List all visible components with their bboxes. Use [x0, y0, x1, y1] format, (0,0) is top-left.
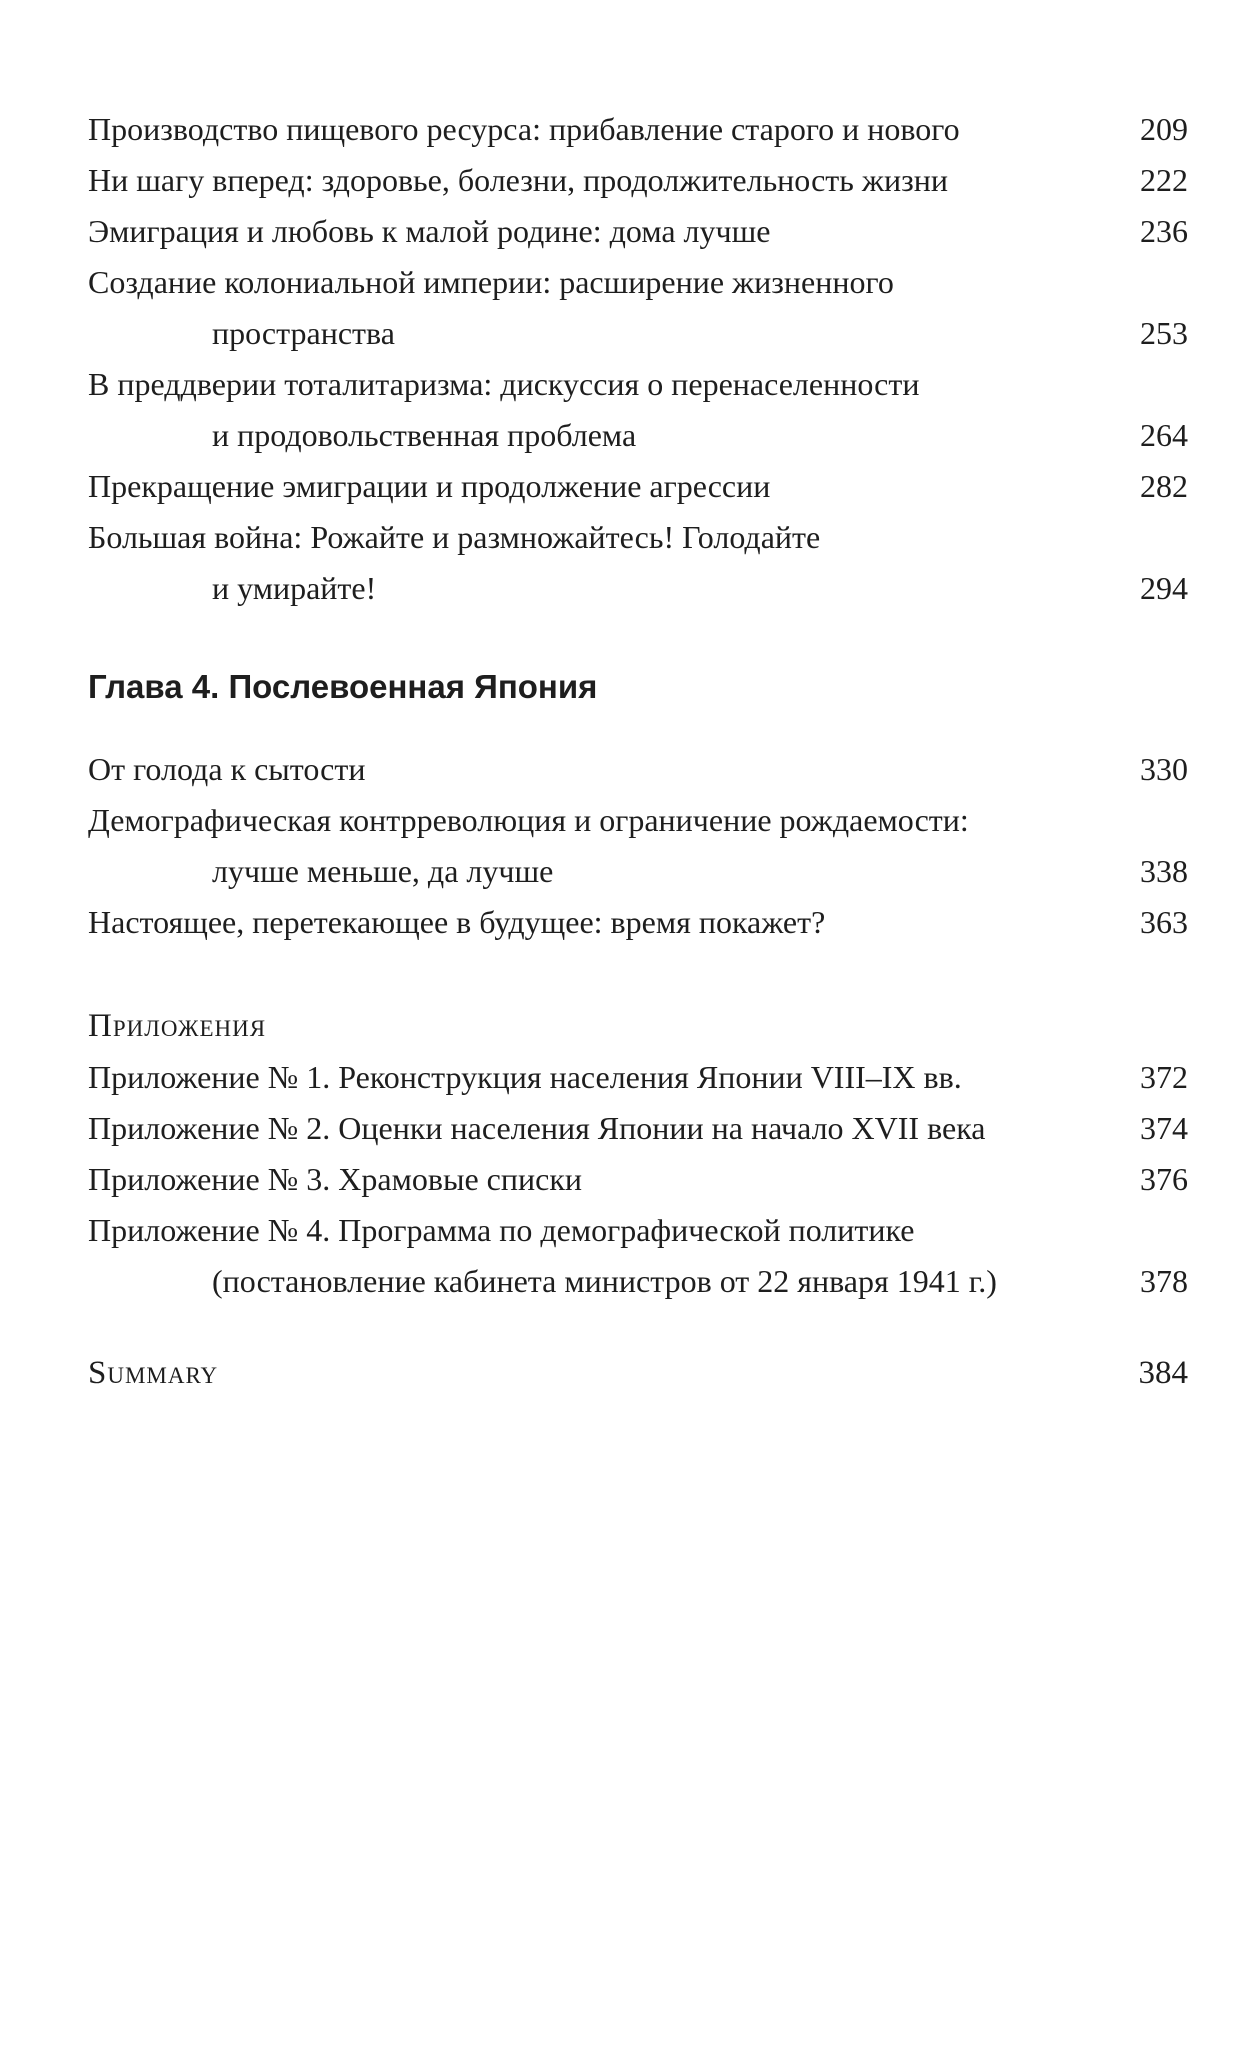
chapter-heading: Глава 4. Послевоенная Япония — [88, 668, 598, 705]
toc-entry-title-line: пространства — [212, 315, 395, 351]
toc-entry-page-number: 374 — [1140, 1110, 1188, 1146]
toc-entry-title-line: Приложение № 3. Храмовые списки — [88, 1161, 582, 1197]
toc-entry-page-number: 378 — [1140, 1263, 1188, 1299]
summary-entry — [88, 1347, 1188, 1399]
toc-entry-title-line: Демографическая контрреволюция и ограничение рождаемости: — [88, 802, 969, 838]
toc-entry — [88, 897, 1188, 948]
toc-section-appendices — [88, 1052, 1188, 1307]
toc-entry — [88, 795, 1188, 897]
toc-entry-title-line: лучше меньше, да лучше — [212, 853, 554, 889]
toc-entry-page-number: 330 — [1140, 751, 1188, 787]
toc-entry-title-line: (постановление кабинета министров от 22 января 1941 г.) — [212, 1263, 997, 1299]
toc-entry-title — [88, 1154, 1128, 1205]
toc-entry-title — [88, 1205, 1128, 1307]
toc-entry — [88, 104, 1188, 155]
toc-entry-title-line: Приложение № 2. Оценки населения Японии на начало XVII века — [88, 1110, 986, 1146]
toc-entry-title-line: Создание колониальной империи: расширение жизненного — [88, 264, 894, 300]
toc-entry — [88, 155, 1188, 206]
toc-entry-title-line: Настоящее, перетекающее в будущее: время покажет? — [88, 904, 826, 940]
toc-entry — [88, 512, 1188, 614]
toc-entry-title — [88, 155, 1128, 206]
toc-entry-page-number: 338 — [1140, 853, 1188, 889]
toc-entry-page-number: 376 — [1140, 1161, 1188, 1197]
toc-entry-title — [88, 1103, 1128, 1154]
toc-entry-title — [88, 512, 1128, 614]
toc-entry — [88, 1205, 1188, 1307]
toc-entry-page-number: 222 — [1140, 162, 1188, 198]
toc-entry-page-number: 363 — [1140, 904, 1188, 940]
toc-entry-page-number: 253 — [1140, 315, 1188, 351]
toc-entry-title-line: Большая война: Рожайте и размножайтесь! Голодайте — [88, 519, 821, 555]
toc-entry-title — [88, 795, 1128, 897]
toc-entry — [88, 257, 1188, 359]
toc-entry-title — [88, 461, 1128, 512]
summary-label: Summary — [88, 1355, 219, 1391]
toc-entry — [88, 206, 1188, 257]
toc-entry-title — [88, 206, 1128, 257]
toc-entry-title — [88, 744, 1128, 795]
toc-section-continued — [88, 104, 1188, 614]
toc-entry — [88, 1052, 1188, 1103]
toc-entry-title-line: Прекращение эмиграции и продолжение агрессии — [88, 468, 771, 504]
toc-entry-page-number: 282 — [1140, 468, 1188, 504]
toc-entry-title-line: Производство пищевого ресурса: прибавление старого и нового — [88, 111, 960, 147]
toc-entry-title-line: Эмиграция и любовь к малой родине: дома лучше — [88, 213, 771, 249]
toc-entry-page-number: 372 — [1140, 1059, 1188, 1095]
toc-entry-title-line: Приложение № 4. Программа по демографической политике — [88, 1212, 915, 1248]
toc-entry-title-line: и продовольственная проблема — [212, 417, 637, 453]
toc-entry-title-line: Приложение № 1. Реконструкция населения Японии VIII–IX вв. — [88, 1059, 962, 1095]
toc-entry-title-line: Ни шагу вперед: здоровье, болезни, продолжительность жизни — [88, 162, 948, 198]
toc-entry — [88, 1103, 1188, 1154]
appendices-heading: Приложения — [88, 1008, 267, 1044]
toc-entry-page-number: 209 — [1140, 111, 1188, 147]
table-of-contents — [88, 104, 1188, 1399]
toc-entry-title — [88, 257, 1128, 359]
toc-entry — [88, 359, 1188, 461]
toc-entry — [88, 461, 1188, 512]
toc-entry-title-line: От голода к сытости — [88, 751, 366, 787]
toc-entry-page-number: 294 — [1140, 570, 1188, 606]
toc-entry-page-number: 264 — [1140, 417, 1188, 453]
toc-entry-title — [88, 359, 1128, 461]
toc-entry-title-line: и умирайте! — [212, 570, 377, 606]
toc-entry-title — [88, 897, 1128, 948]
toc-entry-page-number: 236 — [1140, 213, 1188, 249]
toc-entry — [88, 744, 1188, 795]
toc-entry — [88, 1154, 1188, 1205]
toc-entry-title — [88, 104, 1128, 155]
toc-entry-title — [88, 1052, 1128, 1103]
toc-section-chapter-4 — [88, 744, 1188, 948]
toc-entry-title-line: В преддверии тоталитаризма: дискуссия о перенаселенности — [88, 366, 920, 402]
summary-page-number: 384 — [1138, 1355, 1188, 1391]
